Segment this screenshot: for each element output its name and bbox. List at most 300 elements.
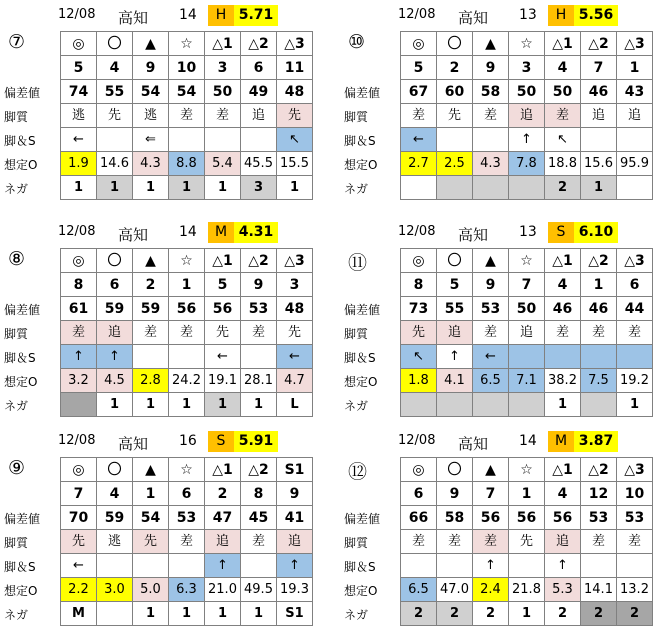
race-code-badge: S bbox=[208, 431, 234, 452]
cell-hensachi: 56 bbox=[545, 506, 581, 530]
cell-marks: ◎ bbox=[401, 32, 437, 56]
cell-kyakushitsu: 差 bbox=[169, 104, 205, 128]
cell-nega: 2 bbox=[401, 602, 437, 626]
cell-hensachi: 50 bbox=[509, 297, 545, 321]
cell-kyakushitsu: 差 bbox=[61, 321, 97, 345]
cell-marks: ▲ bbox=[473, 32, 509, 56]
venue-name: 高知 bbox=[458, 9, 489, 27]
cell-hensachi: 43 bbox=[617, 80, 653, 104]
cell-marks: 〇 bbox=[437, 32, 473, 56]
table-row bbox=[401, 482, 653, 506]
race-index-value: 3.87 bbox=[574, 431, 618, 452]
cell-horses: 10 bbox=[169, 56, 205, 80]
table-row bbox=[61, 176, 313, 200]
cell-souteio: 8.8 bbox=[169, 152, 205, 176]
cell-souteio: 1.8 bbox=[401, 369, 437, 393]
cell-hensachi: 47 bbox=[205, 506, 241, 530]
cell-kyakushitsu: 差 bbox=[205, 104, 241, 128]
cell-kyakushitsu: 差 bbox=[617, 321, 653, 345]
cell-hensachi: 53 bbox=[473, 297, 509, 321]
cell-horses: 4 bbox=[97, 56, 133, 80]
cell-nega: 1 bbox=[277, 176, 313, 200]
cell-horses: 5 bbox=[61, 56, 97, 80]
cell-kyakushitsu: 追 bbox=[241, 104, 277, 128]
cell-hensachi: 50 bbox=[509, 80, 545, 104]
cell-horses: 1 bbox=[581, 273, 617, 297]
cell-horses: 8 bbox=[61, 273, 97, 297]
cell-nega: L bbox=[277, 393, 313, 417]
cell-souteio: 7.8 bbox=[509, 152, 545, 176]
race-number: ⑪ bbox=[348, 252, 368, 274]
cell-nega bbox=[473, 393, 509, 417]
cell-marks: ▲ bbox=[473, 249, 509, 273]
cell-horses: 5 bbox=[437, 273, 473, 297]
cell-marks: △1 bbox=[545, 32, 581, 56]
table-row bbox=[401, 602, 653, 626]
cell-nega: 2 bbox=[473, 602, 509, 626]
table-row bbox=[61, 345, 313, 369]
race-date: 12/08 bbox=[398, 7, 436, 22]
race-number: ⑨ bbox=[8, 457, 26, 479]
cell-kyaku_s: ↑ bbox=[61, 345, 97, 369]
cell-kyaku_s: ↑ bbox=[205, 554, 241, 578]
cell-horses: 6 bbox=[617, 273, 653, 297]
cell-kyaku_s bbox=[169, 128, 205, 152]
cell-kyaku_s bbox=[437, 554, 473, 578]
row-label: ネガ bbox=[344, 608, 369, 622]
race-index-value: 5.56 bbox=[574, 5, 618, 26]
row-label: 脚＆S bbox=[344, 134, 376, 148]
cell-kyaku_s bbox=[581, 554, 617, 578]
table-row bbox=[61, 152, 313, 176]
cell-nega: S1 bbox=[277, 602, 313, 626]
cell-marks: △2 bbox=[581, 32, 617, 56]
cell-hensachi: 46 bbox=[581, 297, 617, 321]
cell-kyakushitsu: 先 bbox=[401, 321, 437, 345]
cell-horses: 7 bbox=[509, 273, 545, 297]
cell-horses: 6 bbox=[401, 482, 437, 506]
cell-kyaku_s: ↑ bbox=[473, 554, 509, 578]
cell-kyakushitsu: 差 bbox=[581, 321, 617, 345]
cell-souteio: 4.5 bbox=[97, 369, 133, 393]
cell-souteio: 49.5 bbox=[241, 578, 277, 602]
cell-hensachi: 73 bbox=[401, 297, 437, 321]
cell-nega bbox=[509, 393, 545, 417]
cell-nega: 1 bbox=[205, 602, 241, 626]
cell-horses: 4 bbox=[545, 56, 581, 80]
cell-horses: 1 bbox=[509, 482, 545, 506]
cell-marks: △3 bbox=[277, 32, 313, 56]
cell-marks: ▲ bbox=[133, 458, 169, 482]
cell-horses: 4 bbox=[545, 482, 581, 506]
table-row bbox=[61, 530, 313, 554]
panel-header bbox=[0, 221, 335, 245]
cell-nega: M bbox=[61, 602, 97, 626]
cell-souteio: 6.5 bbox=[473, 369, 509, 393]
cell-marks: ☆ bbox=[169, 32, 205, 56]
cell-kyaku_s: ← bbox=[61, 554, 97, 578]
cell-kyakushitsu: 差 bbox=[169, 530, 205, 554]
cell-kyaku_s: ⇐ bbox=[133, 128, 169, 152]
race-date: 12/08 bbox=[58, 433, 96, 448]
row-label: 想定O bbox=[4, 375, 38, 389]
cell-souteio: 4.1 bbox=[437, 369, 473, 393]
field-size: 16 bbox=[179, 433, 197, 449]
cell-kyakushitsu: 差 bbox=[545, 104, 581, 128]
cell-hensachi: 70 bbox=[61, 506, 97, 530]
cell-kyakushitsu: 差 bbox=[473, 530, 509, 554]
cell-hensachi: 66 bbox=[401, 506, 437, 530]
table-row bbox=[401, 273, 653, 297]
cell-hensachi: 48 bbox=[277, 80, 313, 104]
cell-hensachi: 56 bbox=[509, 506, 545, 530]
cell-nega: 2 bbox=[617, 602, 653, 626]
cell-nega: 2 bbox=[581, 602, 617, 626]
table-row bbox=[61, 273, 313, 297]
cell-marks: ☆ bbox=[509, 32, 545, 56]
race-index-value: 5.91 bbox=[234, 431, 278, 452]
cell-marks: ☆ bbox=[509, 249, 545, 273]
cell-hensachi: 53 bbox=[241, 297, 277, 321]
cell-souteio: 95.9 bbox=[617, 152, 653, 176]
table-row bbox=[401, 297, 653, 321]
cell-nega: 1 bbox=[241, 393, 277, 417]
cell-kyakushitsu: 差 bbox=[617, 530, 653, 554]
cell-marks: 〇 bbox=[97, 458, 133, 482]
race-number: ⑫ bbox=[348, 461, 368, 483]
cell-kyaku_s bbox=[97, 554, 133, 578]
cell-nega: 1 bbox=[133, 393, 169, 417]
cell-kyakushitsu: 差 bbox=[241, 530, 277, 554]
cell-horses: 1 bbox=[133, 482, 169, 506]
cell-kyaku_s bbox=[545, 345, 581, 369]
cell-souteio: 5.3 bbox=[545, 578, 581, 602]
cell-kyaku_s: ↑ bbox=[437, 345, 473, 369]
table-row bbox=[401, 554, 653, 578]
cell-nega: 1 bbox=[97, 176, 133, 200]
table-row bbox=[61, 554, 313, 578]
table-row bbox=[61, 297, 313, 321]
race-date: 12/08 bbox=[58, 7, 96, 22]
cell-horses: 6 bbox=[241, 56, 277, 80]
cell-hensachi: 56 bbox=[205, 297, 241, 321]
cell-marks: △3 bbox=[617, 32, 653, 56]
row-label: 想定O bbox=[344, 375, 378, 389]
cell-kyakushitsu: 追 bbox=[617, 104, 653, 128]
cell-kyakushitsu: 追 bbox=[581, 104, 617, 128]
cell-souteio: 14.1 bbox=[581, 578, 617, 602]
cell-nega bbox=[401, 393, 437, 417]
cell-kyakushitsu: 先 bbox=[97, 104, 133, 128]
race-date: 12/08 bbox=[58, 224, 96, 239]
cell-horses: 2 bbox=[205, 482, 241, 506]
cell-souteio: 2.8 bbox=[133, 369, 169, 393]
cell-horses: 8 bbox=[401, 273, 437, 297]
cell-kyakushitsu: 先 bbox=[277, 321, 313, 345]
cell-hensachi: 44 bbox=[617, 297, 653, 321]
cell-horses: 3 bbox=[205, 56, 241, 80]
cell-kyaku_s bbox=[169, 554, 205, 578]
cell-kyakushitsu: 先 bbox=[61, 530, 97, 554]
cell-horses: 2 bbox=[133, 273, 169, 297]
cell-souteio: 13.2 bbox=[617, 578, 653, 602]
cell-hensachi: 54 bbox=[169, 80, 205, 104]
cell-hensachi: 74 bbox=[61, 80, 97, 104]
venue-name: 高知 bbox=[118, 9, 149, 27]
table-row bbox=[61, 393, 313, 417]
race-panel bbox=[0, 426, 335, 637]
cell-kyakushitsu: 差 bbox=[241, 321, 277, 345]
cell-souteio: 18.8 bbox=[545, 152, 581, 176]
venue-name: 高知 bbox=[458, 435, 489, 453]
cell-kyakushitsu: 追 bbox=[205, 530, 241, 554]
cell-horses: 12 bbox=[581, 482, 617, 506]
race-panel bbox=[340, 0, 666, 211]
cell-kyakushitsu: 追 bbox=[437, 321, 473, 345]
cell-kyakushitsu: 先 bbox=[509, 530, 545, 554]
cell-horses: 3 bbox=[509, 56, 545, 80]
row-label: 脚＆S bbox=[344, 560, 376, 574]
cell-nega: 1 bbox=[205, 176, 241, 200]
row-label: 脚＆S bbox=[4, 134, 36, 148]
race-panel bbox=[340, 217, 666, 428]
cell-horses: 9 bbox=[473, 273, 509, 297]
cell-hensachi: 59 bbox=[97, 506, 133, 530]
cell-souteio: 21.0 bbox=[205, 578, 241, 602]
race-date: 12/08 bbox=[398, 433, 436, 448]
table-row bbox=[61, 249, 313, 273]
cell-souteio: 2.2 bbox=[61, 578, 97, 602]
cell-marks: △2 bbox=[241, 458, 277, 482]
table-row bbox=[61, 506, 313, 530]
row-label: 脚質 bbox=[344, 536, 369, 550]
cell-kyakushitsu: 差 bbox=[473, 104, 509, 128]
panel-header bbox=[0, 430, 335, 454]
race-panel bbox=[0, 217, 335, 428]
cell-kyaku_s: ← bbox=[277, 345, 313, 369]
cell-marks: 〇 bbox=[437, 249, 473, 273]
cell-nega: 2 bbox=[545, 176, 581, 200]
cell-souteio: 2.5 bbox=[437, 152, 473, 176]
cell-kyaku_s bbox=[581, 128, 617, 152]
cell-hensachi: 56 bbox=[473, 506, 509, 530]
table-row bbox=[401, 128, 653, 152]
race-panel bbox=[340, 426, 666, 637]
prediction-table bbox=[400, 457, 653, 626]
table-row bbox=[401, 345, 653, 369]
row-label: 偏差値 bbox=[344, 86, 381, 100]
cell-kyaku_s: ↑ bbox=[97, 345, 133, 369]
cell-nega: 3 bbox=[241, 176, 277, 200]
cell-marks: △1 bbox=[545, 249, 581, 273]
cell-kyaku_s bbox=[133, 345, 169, 369]
cell-souteio: 15.5 bbox=[277, 152, 313, 176]
cell-hensachi: 67 bbox=[401, 80, 437, 104]
race-code-badge: H bbox=[208, 5, 234, 26]
cell-souteio: 45.5 bbox=[241, 152, 277, 176]
cell-marks: ◎ bbox=[61, 249, 97, 273]
cell-souteio: 7.1 bbox=[509, 369, 545, 393]
table-row bbox=[61, 80, 313, 104]
table-row bbox=[61, 369, 313, 393]
cell-kyakushitsu: 先 bbox=[277, 104, 313, 128]
panel-header bbox=[340, 4, 666, 28]
cell-kyaku_s: ← bbox=[61, 128, 97, 152]
cell-hensachi: 59 bbox=[97, 297, 133, 321]
cell-hensachi: 59 bbox=[133, 297, 169, 321]
cell-kyaku_s: ← bbox=[401, 128, 437, 152]
cell-hensachi: 60 bbox=[437, 80, 473, 104]
cell-kyaku_s bbox=[241, 345, 277, 369]
cell-kyakushitsu: 差 bbox=[581, 530, 617, 554]
cell-souteio: 19.2 bbox=[617, 369, 653, 393]
cell-kyakushitsu: 差 bbox=[437, 530, 473, 554]
row-label: 脚質 bbox=[344, 110, 369, 124]
cell-souteio: 3.0 bbox=[97, 578, 133, 602]
cell-hensachi: 46 bbox=[581, 80, 617, 104]
cell-nega: 1 bbox=[169, 176, 205, 200]
table-row bbox=[401, 80, 653, 104]
row-label: 脚質 bbox=[4, 536, 29, 550]
table-row bbox=[61, 578, 313, 602]
cell-hensachi: 48 bbox=[277, 297, 313, 321]
cell-kyaku_s: ← bbox=[205, 345, 241, 369]
cell-nega: 2 bbox=[437, 602, 473, 626]
cell-nega: 1 bbox=[61, 176, 97, 200]
cell-hensachi: 54 bbox=[133, 80, 169, 104]
cell-kyaku_s bbox=[169, 345, 205, 369]
cell-souteio: 15.6 bbox=[581, 152, 617, 176]
cell-horses: 5 bbox=[401, 56, 437, 80]
row-label: 脚＆S bbox=[4, 560, 36, 574]
prediction-table bbox=[60, 31, 313, 200]
cell-kyakushitsu: 追 bbox=[545, 530, 581, 554]
cell-kyaku_s bbox=[437, 128, 473, 152]
row-label: 偏差値 bbox=[4, 303, 41, 317]
race-code-badge: S bbox=[548, 222, 574, 243]
table-row bbox=[401, 458, 653, 482]
cell-souteio: 47.0 bbox=[437, 578, 473, 602]
cell-marks: ▲ bbox=[133, 249, 169, 273]
cell-kyakushitsu: 逃 bbox=[133, 104, 169, 128]
cell-souteio: 1.9 bbox=[61, 152, 97, 176]
cell-horses: 6 bbox=[169, 482, 205, 506]
cell-kyaku_s bbox=[473, 128, 509, 152]
cell-horses: 9 bbox=[133, 56, 169, 80]
cell-kyaku_s bbox=[97, 128, 133, 152]
cell-souteio: 3.2 bbox=[61, 369, 97, 393]
row-label: 脚質 bbox=[4, 327, 29, 341]
cell-nega bbox=[617, 176, 653, 200]
panel-header bbox=[340, 221, 666, 245]
cell-marks: △2 bbox=[241, 249, 277, 273]
cell-souteio: 38.2 bbox=[545, 369, 581, 393]
cell-marks: △1 bbox=[545, 458, 581, 482]
cell-horses: 7 bbox=[473, 482, 509, 506]
race-index-value: 4.31 bbox=[234, 222, 278, 243]
venue-name: 高知 bbox=[118, 435, 149, 453]
cell-marks: △3 bbox=[617, 249, 653, 273]
cell-souteio: 19.1 bbox=[205, 369, 241, 393]
panel-header bbox=[0, 4, 335, 28]
cell-kyaku_s bbox=[241, 128, 277, 152]
cell-kyaku_s bbox=[205, 128, 241, 152]
field-size: 13 bbox=[519, 7, 537, 23]
cell-kyakushitsu: 差 bbox=[133, 321, 169, 345]
row-label: 脚＆S bbox=[4, 351, 36, 365]
cell-souteio: 5.0 bbox=[133, 578, 169, 602]
cell-souteio: 4.7 bbox=[277, 369, 313, 393]
cell-nega: 2 bbox=[545, 602, 581, 626]
row-label: 偏差値 bbox=[344, 512, 381, 526]
race-code-badge: M bbox=[208, 222, 234, 243]
cell-hensachi: 56 bbox=[169, 297, 205, 321]
cell-marks: 〇 bbox=[97, 32, 133, 56]
cell-nega bbox=[97, 602, 133, 626]
cell-horses: 7 bbox=[61, 482, 97, 506]
cell-kyakushitsu: 追 bbox=[509, 104, 545, 128]
field-size: 14 bbox=[179, 224, 197, 240]
row-label: 偏差値 bbox=[344, 303, 381, 317]
cell-marks: △3 bbox=[617, 458, 653, 482]
cell-nega bbox=[581, 393, 617, 417]
cell-souteio: 6.5 bbox=[401, 578, 437, 602]
table-row bbox=[61, 321, 313, 345]
cell-kyakushitsu: 追 bbox=[97, 321, 133, 345]
cell-kyaku_s: ↑ bbox=[509, 128, 545, 152]
cell-kyakushitsu: 差 bbox=[401, 104, 437, 128]
table-row bbox=[401, 506, 653, 530]
field-size: 13 bbox=[519, 224, 537, 240]
cell-horses: 4 bbox=[545, 273, 581, 297]
cell-nega: 1 bbox=[617, 393, 653, 417]
prediction-table bbox=[400, 248, 653, 417]
row-label: 偏差値 bbox=[4, 512, 41, 526]
venue-name: 高知 bbox=[458, 226, 489, 244]
race-number: ⑩ bbox=[348, 31, 366, 53]
cell-horses: 9 bbox=[437, 482, 473, 506]
cell-nega bbox=[401, 176, 437, 200]
cell-marks: ☆ bbox=[169, 249, 205, 273]
row-label: 脚質 bbox=[344, 327, 369, 341]
row-label: ネガ bbox=[344, 182, 369, 196]
cell-kyaku_s bbox=[581, 345, 617, 369]
cell-kyakushitsu: 先 bbox=[133, 530, 169, 554]
cell-hensachi: 58 bbox=[473, 80, 509, 104]
race-index-value: 5.71 bbox=[234, 5, 278, 26]
cell-kyakushitsu: 差 bbox=[545, 321, 581, 345]
cell-hensachi: 55 bbox=[437, 297, 473, 321]
cell-souteio: 7.5 bbox=[581, 369, 617, 393]
cell-kyaku_s bbox=[509, 554, 545, 578]
row-label: 脚質 bbox=[4, 110, 29, 124]
cell-hensachi: 54 bbox=[133, 506, 169, 530]
row-label: 脚＆S bbox=[344, 351, 376, 365]
row-label: 想定O bbox=[4, 584, 38, 598]
cell-kyakushitsu: 差 bbox=[169, 321, 205, 345]
prediction-table bbox=[400, 31, 653, 200]
cell-kyaku_s bbox=[509, 345, 545, 369]
cell-marks: △2 bbox=[581, 249, 617, 273]
cell-kyakushitsu: 追 bbox=[277, 530, 313, 554]
cell-souteio: 6.3 bbox=[169, 578, 205, 602]
race-code-badge: M bbox=[548, 431, 574, 452]
prediction-table bbox=[60, 248, 313, 417]
cell-marks: ▲ bbox=[473, 458, 509, 482]
cell-nega: 1 bbox=[545, 393, 581, 417]
cell-kyaku_s: ↖ bbox=[401, 345, 437, 369]
cell-hensachi: 53 bbox=[617, 506, 653, 530]
